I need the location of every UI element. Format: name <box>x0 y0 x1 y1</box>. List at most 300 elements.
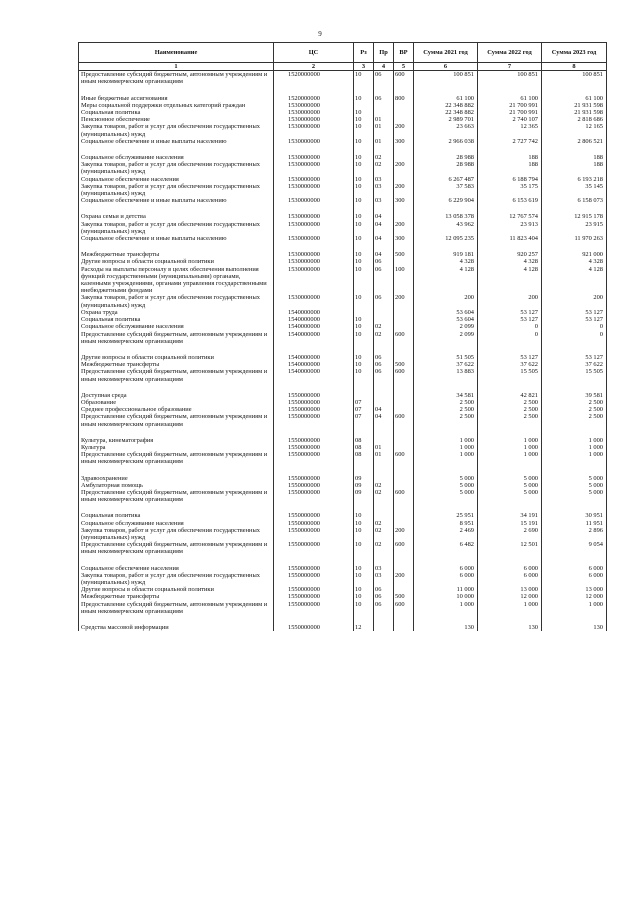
spacer-cell <box>79 345 274 354</box>
row-rz: 10 <box>354 154 374 161</box>
row-pr: 04 <box>374 413 394 427</box>
row-rz: 10 <box>354 266 374 295</box>
row-cs: 1550000000 <box>274 520 354 527</box>
spacer-row <box>79 86 607 95</box>
spacer-cell <box>414 615 478 624</box>
row-cs: 1550000000 <box>274 541 354 555</box>
table-row <box>79 437 607 444</box>
row-name: Доступная среда <box>79 392 274 399</box>
table-row <box>79 316 607 323</box>
row-rz: 10 <box>354 572 374 586</box>
row-vr <box>394 116 414 123</box>
spacer-cell <box>542 383 607 392</box>
row-name: Социальная политика <box>79 512 274 519</box>
row-name: Другие вопросы в области социальной политики <box>79 258 274 265</box>
header-vr: ВР <box>394 43 414 63</box>
spacer-cell <box>274 503 354 512</box>
spacer-cell <box>274 383 354 392</box>
row-sum-2021: 5 000 <box>414 475 478 482</box>
row-pr: 06 <box>374 354 394 361</box>
row-rz <box>354 392 374 399</box>
row-rz: 10 <box>354 565 374 572</box>
spacer-cell <box>79 503 274 512</box>
row-cs: 1530000000 <box>274 213 354 220</box>
spacer-row <box>79 145 607 154</box>
row-vr <box>394 176 414 183</box>
row-sum-2023: 1 000 <box>542 451 607 465</box>
row-sum-2022: 1 000 <box>478 601 542 615</box>
spacer-cell <box>478 503 542 512</box>
spacer-row <box>79 242 607 251</box>
spacer-cell <box>414 428 478 437</box>
row-rz: 10 <box>354 95 374 102</box>
row-sum-2022: 23 913 <box>478 221 542 235</box>
table-row <box>79 392 607 399</box>
table-row <box>79 451 607 465</box>
spacer-cell <box>79 466 274 475</box>
spacer-cell <box>354 383 374 392</box>
row-cs: 1550000000 <box>274 451 354 465</box>
table-row <box>79 138 607 145</box>
row-pr: 02 <box>374 154 394 161</box>
row-pr: 03 <box>374 197 394 204</box>
row-sum-2023: 921 000 <box>542 251 607 258</box>
row-cs: 1530000000 <box>274 154 354 161</box>
spacer-cell <box>394 145 414 154</box>
table-row <box>79 361 607 368</box>
row-rz: 10 <box>354 354 374 361</box>
spacer-cell <box>414 145 478 154</box>
column-index: 2 <box>274 63 354 71</box>
header-rz: Рз <box>354 43 374 63</box>
row-sum-2023: 6 000 <box>542 572 607 586</box>
row-sum-2021: 919 181 <box>414 251 478 258</box>
row-cs: 1530000000 <box>274 266 354 295</box>
row-cs: 1550000000 <box>274 527 354 541</box>
row-sum-2023: 100 851 <box>542 71 607 86</box>
row-sum-2023: 0 <box>542 331 607 345</box>
row-rz: 10 <box>354 541 374 555</box>
table-row <box>79 368 607 382</box>
spacer-cell <box>414 466 478 475</box>
row-rz <box>354 102 374 109</box>
row-sum-2022: 34 191 <box>478 512 542 519</box>
row-rz: 10 <box>354 323 374 330</box>
row-vr <box>394 154 414 161</box>
row-sum-2023: 30 951 <box>542 512 607 519</box>
row-sum-2023: 1 000 <box>542 437 607 444</box>
spacer-cell <box>274 145 354 154</box>
row-vr: 600 <box>394 413 414 427</box>
row-cs: 1540000000 <box>274 368 354 382</box>
row-sum-2021: 200 <box>414 294 478 308</box>
table-row <box>79 444 607 451</box>
row-cs: 1550000000 <box>274 482 354 489</box>
row-pr <box>374 316 394 323</box>
spacer-cell <box>274 204 354 213</box>
row-pr: 06 <box>374 593 394 600</box>
spacer-cell <box>478 615 542 624</box>
row-cs: 1550000000 <box>274 406 354 413</box>
row-rz: 07 <box>354 399 374 406</box>
spacer-cell <box>354 428 374 437</box>
row-sum-2021: 61 100 <box>414 95 478 102</box>
row-vr: 600 <box>394 71 414 86</box>
row-sum-2023: 1 000 <box>542 444 607 451</box>
row-sum-2021: 2 989 701 <box>414 116 478 123</box>
row-pr: 03 <box>374 183 394 197</box>
table-row <box>79 323 607 330</box>
row-sum-2021: 2 500 <box>414 413 478 427</box>
row-name: Предоставление субсидий бюджетным, автономным учреждениям и иным некоммерческим организациям <box>79 601 274 615</box>
row-vr: 800 <box>394 95 414 102</box>
row-sum-2021: 2 099 <box>414 331 478 345</box>
row-vr <box>394 482 414 489</box>
spacer-cell <box>542 242 607 251</box>
row-sum-2022: 5 000 <box>478 475 542 482</box>
spacer-cell <box>478 466 542 475</box>
row-cs: 1550000000 <box>274 399 354 406</box>
row-rz: 10 <box>354 176 374 183</box>
row-sum-2021: 37 622 <box>414 361 478 368</box>
row-name: Средства массовой информации <box>79 624 274 631</box>
row-sum-2021: 22 348 882 <box>414 109 478 116</box>
row-cs: 1540000000 <box>274 309 354 316</box>
row-sum-2023: 9 054 <box>542 541 607 555</box>
spacer-cell <box>478 428 542 437</box>
row-pr: 02 <box>374 323 394 330</box>
row-name: Закупка товаров, работ и услуг для обеспечения государственных (муниципальных) нужд <box>79 527 274 541</box>
row-vr: 300 <box>394 197 414 204</box>
row-vr: 200 <box>394 294 414 308</box>
row-sum-2022: 21 700 991 <box>478 102 542 109</box>
spacer-cell <box>79 556 274 565</box>
row-sum-2021: 53 604 <box>414 316 478 323</box>
table-row <box>79 71 607 86</box>
row-sum-2021: 6 000 <box>414 565 478 572</box>
column-index: 7 <box>478 63 542 71</box>
row-pr <box>374 102 394 109</box>
row-sum-2021: 13 058 378 <box>414 213 478 220</box>
spacer-cell <box>542 145 607 154</box>
row-sum-2021: 37 583 <box>414 183 478 197</box>
row-name: Социальное обеспечение населения <box>79 565 274 572</box>
row-vr <box>394 437 414 444</box>
row-pr: 06 <box>374 266 394 295</box>
row-sum-2023: 37 622 <box>542 361 607 368</box>
column-index: 1 <box>79 63 274 71</box>
header-sum-2022: Сумма 2022 год <box>478 43 542 63</box>
spacer-cell <box>354 556 374 565</box>
row-pr <box>374 475 394 482</box>
row-sum-2023: 2 896 <box>542 527 607 541</box>
row-sum-2021: 6 229 904 <box>414 197 478 204</box>
spacer-cell <box>478 145 542 154</box>
row-vr <box>394 586 414 593</box>
row-vr <box>394 624 414 631</box>
row-rz: 10 <box>354 138 374 145</box>
row-pr: 01 <box>374 451 394 465</box>
row-rz: 10 <box>354 116 374 123</box>
row-sum-2021: 5 000 <box>414 482 478 489</box>
table-row <box>79 176 607 183</box>
spacer-row <box>79 383 607 392</box>
row-cs: 1550000000 <box>274 565 354 572</box>
row-sum-2023: 4 328 <box>542 258 607 265</box>
table-row <box>79 601 607 615</box>
spacer-cell <box>274 86 354 95</box>
row-cs: 1540000000 <box>274 361 354 368</box>
row-vr <box>394 475 414 482</box>
row-vr <box>394 258 414 265</box>
spacer-row <box>79 466 607 475</box>
row-sum-2021: 11 000 <box>414 586 478 593</box>
spacer-cell <box>374 383 394 392</box>
column-index-row <box>79 63 607 71</box>
row-pr: 06 <box>374 71 394 86</box>
row-name: Среднее профессиональное образование <box>79 406 274 413</box>
row-vr: 200 <box>394 221 414 235</box>
row-sum-2022: 53 127 <box>478 309 542 316</box>
row-pr <box>374 512 394 519</box>
row-sum-2022: 0 <box>478 323 542 330</box>
table-row <box>79 399 607 406</box>
row-rz: 10 <box>354 586 374 593</box>
row-rz: 10 <box>354 213 374 220</box>
row-sum-2021: 22 348 882 <box>414 102 478 109</box>
row-sum-2023: 2 500 <box>542 399 607 406</box>
row-sum-2021: 6 267 487 <box>414 176 478 183</box>
row-name: Закупка товаров, работ и услуг для обеспечения государственных (муниципальных) нужд <box>79 572 274 586</box>
row-pr: 04 <box>374 221 394 235</box>
row-vr <box>394 520 414 527</box>
table-row <box>79 541 607 555</box>
spacer-cell <box>394 466 414 475</box>
row-vr <box>394 512 414 519</box>
spacer-cell <box>354 145 374 154</box>
row-sum-2023: 23 915 <box>542 221 607 235</box>
row-pr: 02 <box>374 541 394 555</box>
row-name: Другие вопросы в области социальной политики <box>79 354 274 361</box>
row-pr: 06 <box>374 95 394 102</box>
row-pr <box>374 624 394 631</box>
row-sum-2021: 2 500 <box>414 406 478 413</box>
table-row <box>79 221 607 235</box>
row-name: Предоставление субсидий бюджетным, автономным учреждениям и иным некоммерческим организациям <box>79 489 274 503</box>
spacer-cell <box>274 466 354 475</box>
spacer-cell <box>374 345 394 354</box>
row-name: Предоставление субсидий бюджетным, автономным учреждениям и иным некоммерческим организациям <box>79 368 274 382</box>
spacer-cell <box>79 86 274 95</box>
row-pr: 02 <box>374 161 394 175</box>
spacer-cell <box>79 383 274 392</box>
spacer-cell <box>414 556 478 565</box>
row-rz: 07 <box>354 413 374 427</box>
row-pr: 01 <box>374 138 394 145</box>
row-sum-2023: 39 581 <box>542 392 607 399</box>
row-pr <box>374 437 394 444</box>
row-vr: 600 <box>394 489 414 503</box>
row-cs: 1530000000 <box>274 221 354 235</box>
row-vr <box>394 444 414 451</box>
row-sum-2021: 10 000 <box>414 593 478 600</box>
row-cs: 1550000000 <box>274 437 354 444</box>
spacer-cell <box>414 383 478 392</box>
row-pr: 02 <box>374 527 394 541</box>
column-index: 8 <box>542 63 607 71</box>
row-pr: 02 <box>374 520 394 527</box>
spacer-cell <box>542 345 607 354</box>
row-pr <box>374 309 394 316</box>
row-vr: 300 <box>394 138 414 145</box>
row-sum-2022: 37 622 <box>478 361 542 368</box>
spacer-cell <box>374 242 394 251</box>
row-vr: 500 <box>394 361 414 368</box>
row-cs: 1550000000 <box>274 593 354 600</box>
column-index: 3 <box>354 63 374 71</box>
row-rz: 10 <box>354 235 374 242</box>
table-row <box>79 331 607 345</box>
spacer-cell <box>542 86 607 95</box>
spacer-cell <box>79 145 274 154</box>
table-row <box>79 258 607 265</box>
header-row <box>79 43 607 63</box>
row-sum-2021: 34 581 <box>414 392 478 399</box>
table-row <box>79 235 607 242</box>
row-cs: 1530000000 <box>274 183 354 197</box>
row-sum-2021: 51 505 <box>414 354 478 361</box>
table-row <box>79 512 607 519</box>
row-sum-2021: 12 095 235 <box>414 235 478 242</box>
row-pr: 03 <box>374 565 394 572</box>
table-row <box>79 572 607 586</box>
spacer-cell <box>478 383 542 392</box>
row-rz: 08 <box>354 444 374 451</box>
row-pr: 01 <box>374 116 394 123</box>
row-sum-2021: 8 951 <box>414 520 478 527</box>
spacer-cell <box>542 428 607 437</box>
row-sum-2021: 100 851 <box>414 71 478 86</box>
row-cs: 1530000000 <box>274 294 354 308</box>
row-sum-2021: 2 099 <box>414 323 478 330</box>
row-vr: 600 <box>394 451 414 465</box>
row-sum-2023: 5 000 <box>542 489 607 503</box>
table-row <box>79 413 607 427</box>
spacer-cell <box>394 503 414 512</box>
row-sum-2023: 21 931 598 <box>542 102 607 109</box>
row-cs: 1530000000 <box>274 235 354 242</box>
row-vr: 200 <box>394 527 414 541</box>
row-pr: 04 <box>374 251 394 258</box>
row-name: Другие вопросы в области социальной политики <box>79 586 274 593</box>
row-cs: 1530000000 <box>274 116 354 123</box>
row-rz: 10 <box>354 183 374 197</box>
row-sum-2021: 5 000 <box>414 489 478 503</box>
row-sum-2023: 188 <box>542 161 607 175</box>
row-vr: 600 <box>394 368 414 382</box>
table-row <box>79 123 607 137</box>
row-vr <box>394 109 414 116</box>
row-sum-2023: 21 931 598 <box>542 109 607 116</box>
row-sum-2021: 1 000 <box>414 451 478 465</box>
row-sum-2022: 1 000 <box>478 444 542 451</box>
spacer-cell <box>354 242 374 251</box>
spacer-row <box>79 615 607 624</box>
spacer-cell <box>354 345 374 354</box>
row-sum-2023: 4 128 <box>542 266 607 295</box>
row-name: Расходы на выплаты персоналу в целях обеспечения выполнения функций государственными (муниципальными) органами, казенными учреждениями, органами управления государственными внебюджетными фондами <box>79 266 274 295</box>
table-row <box>79 213 607 220</box>
spacer-cell <box>79 242 274 251</box>
row-rz: 10 <box>354 258 374 265</box>
row-name: Культура <box>79 444 274 451</box>
header-sum-2021: Сумма 2021 год <box>414 43 478 63</box>
row-sum-2023: 11 951 <box>542 520 607 527</box>
row-sum-2023: 12 165 <box>542 123 607 137</box>
spacer-cell <box>79 204 274 213</box>
row-sum-2022: 6 153 619 <box>478 197 542 204</box>
spacer-cell <box>79 615 274 624</box>
row-sum-2022: 15 505 <box>478 368 542 382</box>
row-pr <box>374 392 394 399</box>
row-sum-2022: 2 727 742 <box>478 138 542 145</box>
spacer-cell <box>414 503 478 512</box>
row-name: Межбюджетные трансферты <box>79 593 274 600</box>
row-sum-2023: 6 193 218 <box>542 176 607 183</box>
page-number: 9 <box>318 30 322 38</box>
row-sum-2023: 2 500 <box>542 413 607 427</box>
row-pr: 02 <box>374 331 394 345</box>
row-cs: 1550000000 <box>274 512 354 519</box>
row-name: Социальное обеспечение и иные выплаты населению <box>79 138 274 145</box>
row-sum-2021: 4 328 <box>414 258 478 265</box>
spacer-cell <box>274 428 354 437</box>
row-sum-2022: 12 000 <box>478 593 542 600</box>
spacer-cell <box>414 345 478 354</box>
row-sum-2021: 53 604 <box>414 309 478 316</box>
row-cs: 1540000000 <box>274 331 354 345</box>
row-sum-2023: 11 970 263 <box>542 235 607 242</box>
row-vr <box>394 309 414 316</box>
row-vr <box>394 565 414 572</box>
row-cs: 1530000000 <box>274 258 354 265</box>
row-sum-2021: 43 962 <box>414 221 478 235</box>
column-index: 5 <box>394 63 414 71</box>
row-pr: 06 <box>374 361 394 368</box>
row-sum-2022: 0 <box>478 331 542 345</box>
row-sum-2022: 12 501 <box>478 541 542 555</box>
row-sum-2022: 53 127 <box>478 354 542 361</box>
row-sum-2023: 5 000 <box>542 475 607 482</box>
row-sum-2022: 4 128 <box>478 266 542 295</box>
row-sum-2022: 61 100 <box>478 95 542 102</box>
row-cs: 1550000000 <box>274 489 354 503</box>
spacer-cell <box>274 556 354 565</box>
column-index: 6 <box>414 63 478 71</box>
row-sum-2021: 1 000 <box>414 437 478 444</box>
table-row <box>79 161 607 175</box>
table-row <box>79 154 607 161</box>
spacer-cell <box>374 145 394 154</box>
row-sum-2022: 920 257 <box>478 251 542 258</box>
row-pr: 02 <box>374 482 394 489</box>
row-sum-2021: 28 988 <box>414 161 478 175</box>
row-cs: 1550000000 <box>274 444 354 451</box>
table-row <box>79 406 607 413</box>
row-name: Закупка товаров, работ и услуг для обеспечения государственных (муниципальных) нужд <box>79 183 274 197</box>
row-name: Предоставление субсидий бюджетным, автономным учреждениям и иным некоммерческим организациям <box>79 331 274 345</box>
row-rz: 10 <box>354 294 374 308</box>
